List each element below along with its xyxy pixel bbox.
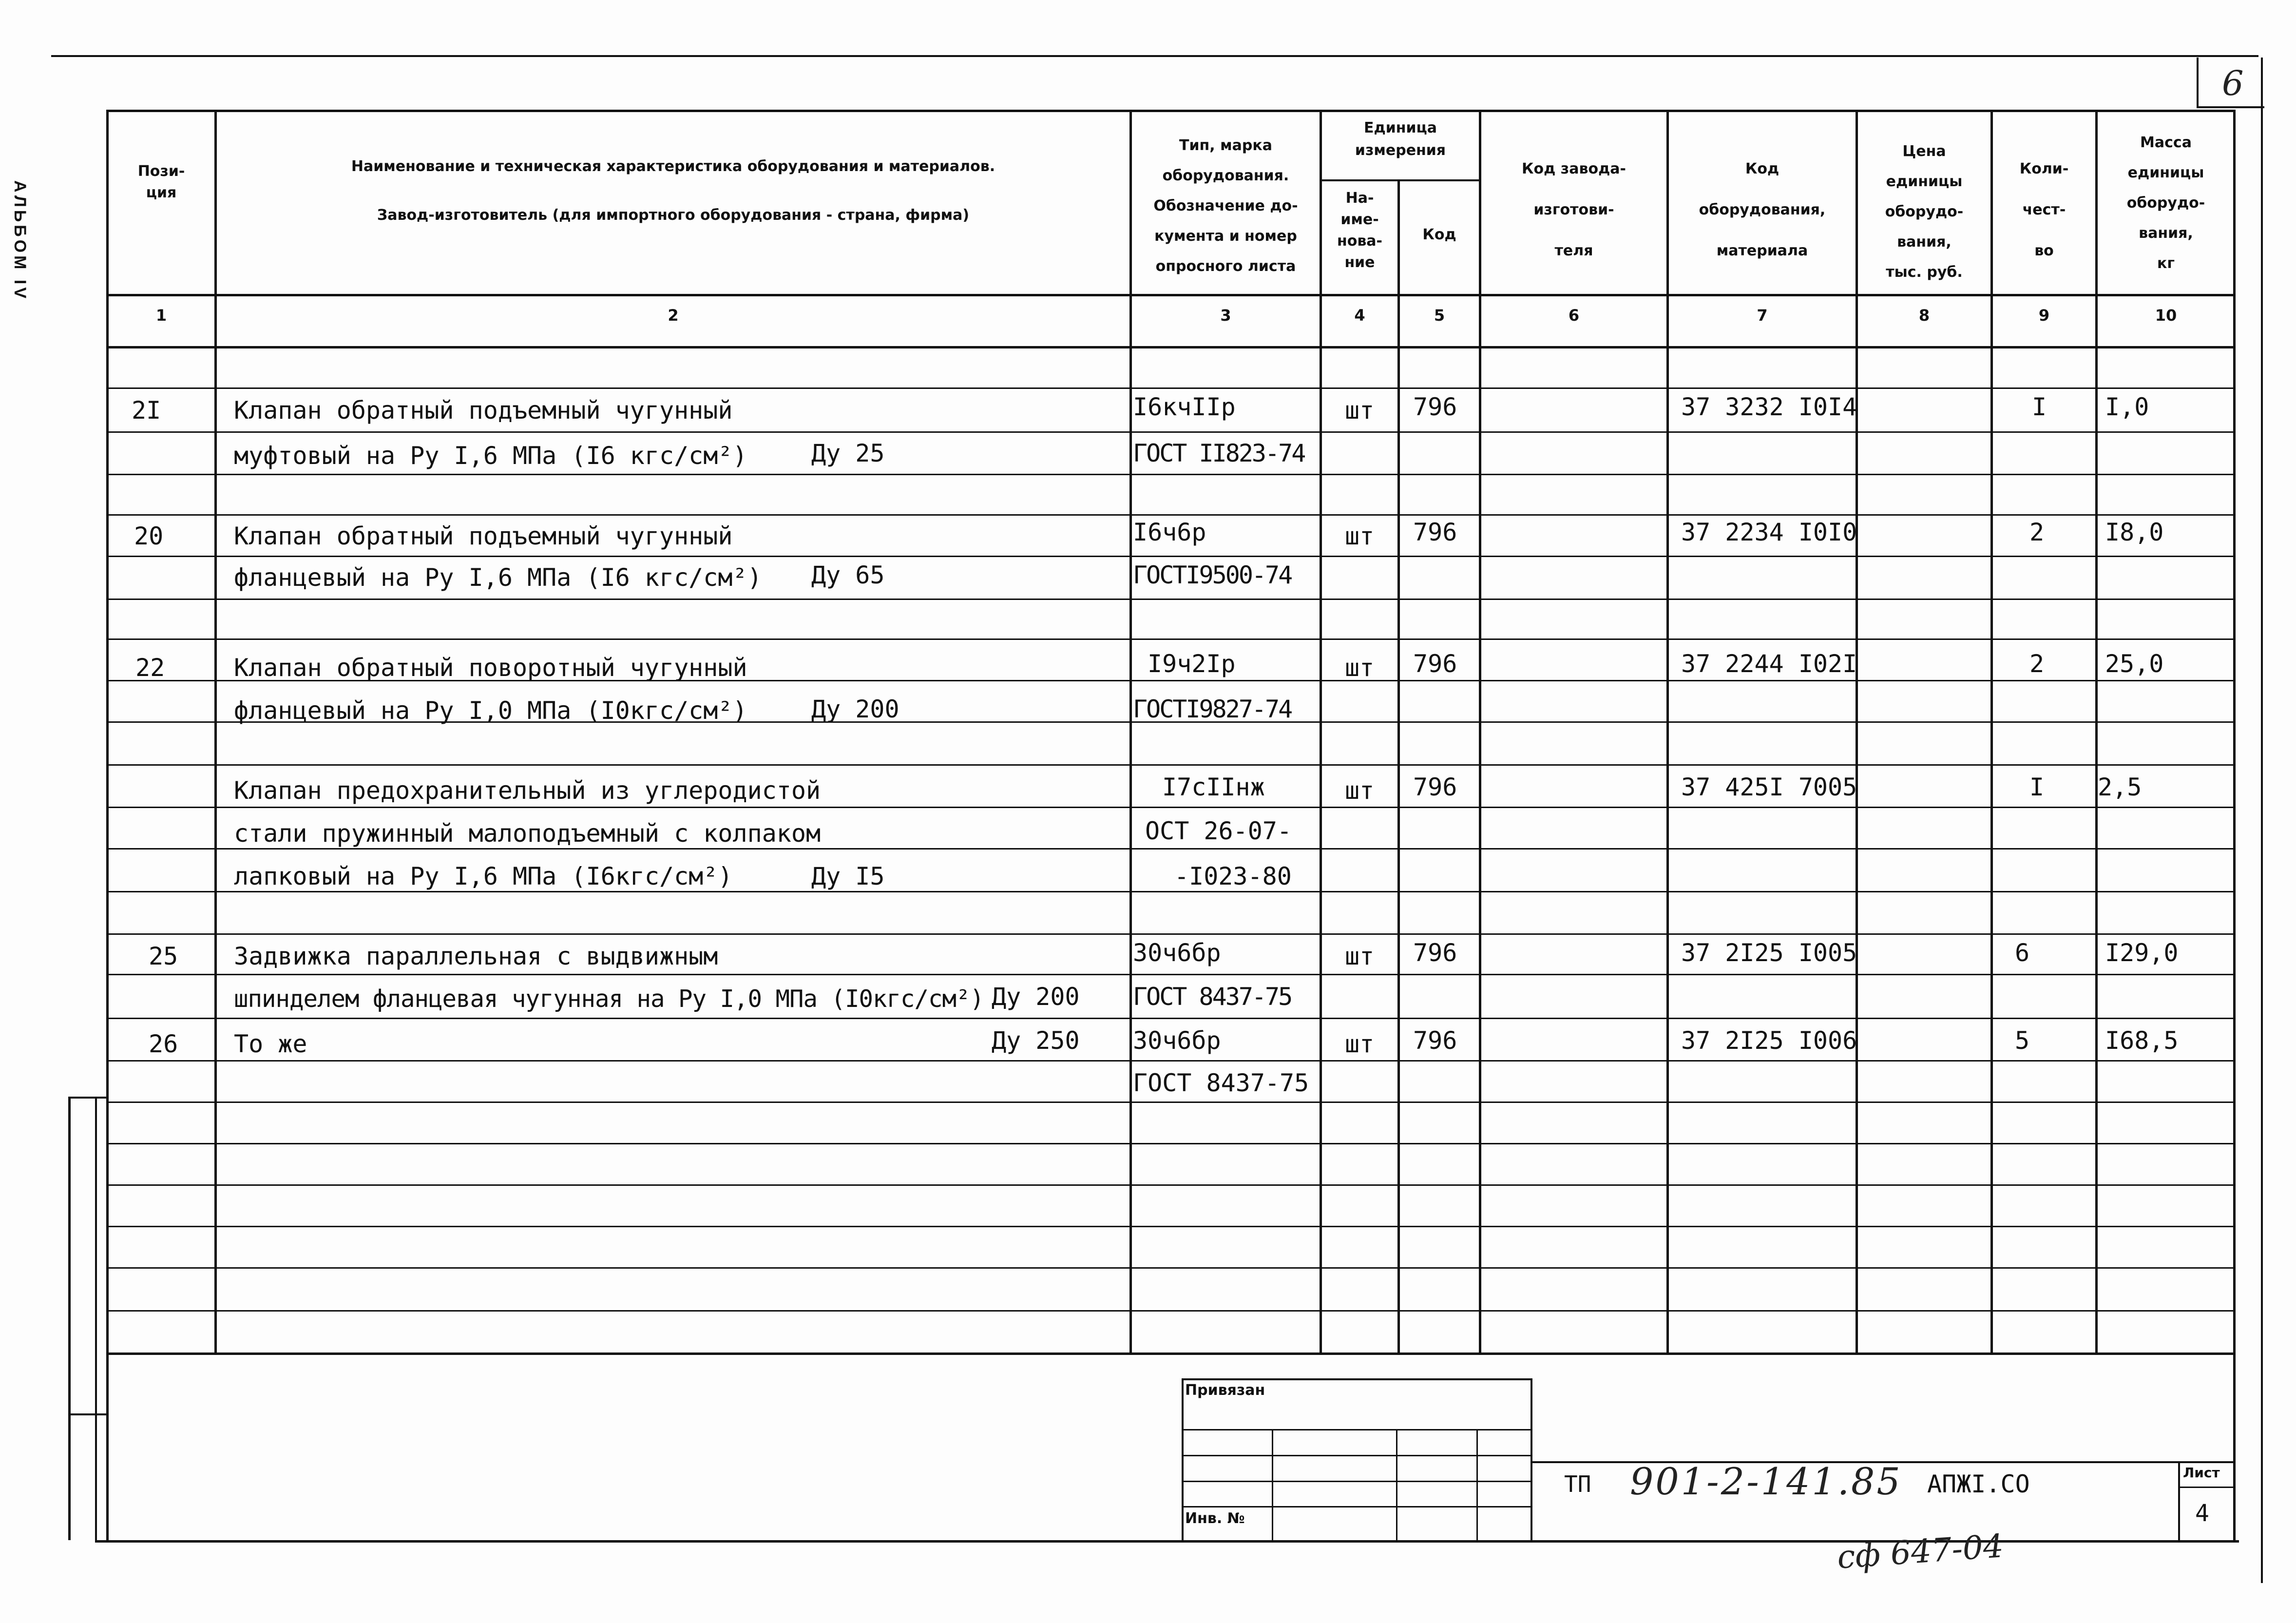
row-equipment-code: 37 2244 I02I — [1681, 650, 1857, 678]
row-du: Ду 200 — [811, 695, 899, 723]
row-type: I6кчIIр — [1133, 393, 1236, 421]
row-name: шпинделем фланцевая чугунная на Ру I,0 МПа (I0кгс/см²) — [234, 985, 984, 1013]
row-mass: 2,5 — [2098, 773, 2142, 801]
header-quantity: Коли- чест- во — [2019, 160, 2069, 259]
row-equipment-code: 37 2I25 I006 — [1681, 1026, 1857, 1055]
header-equipment-code: Код оборудования, материала — [1699, 160, 1826, 259]
row-name: Клапан предохранительный из углеродистой — [234, 776, 821, 805]
row-unit-code: 796 — [1413, 773, 1457, 801]
row-name: фланцевый на Ру I,6 МПа (I6 кгс/см²) — [234, 563, 762, 592]
header-type: Тип, марка оборудования. Обозначение до- кумента и номер опросного листа — [1153, 137, 1298, 275]
row-type: ГОСТ 8437-75 — [1133, 983, 1292, 1011]
stamp-list-label: Лист — [2183, 1465, 2220, 1481]
row-name: муфтовый на Ру I,6 МПа (I6 кгс/см²) — [234, 442, 747, 470]
header-unit-group: Единица измерения — [1355, 119, 1446, 159]
row-mass: 25,0 — [2105, 650, 2164, 678]
col-number: 7 — [1757, 306, 1768, 325]
row-name: фланцевый на Ру I,0 МПа (I0кгс/см²) — [234, 696, 747, 725]
row-unit-code: 796 — [1413, 518, 1457, 546]
row-type: ГОСТI9827-74 — [1133, 695, 1292, 723]
col-number: 3 — [1220, 306, 1231, 325]
table-frame — [106, 110, 2236, 1355]
row-quantity: 2 — [2029, 650, 2045, 678]
row-unit: шт — [1345, 396, 1375, 425]
bottom-note: сф 647-04 — [1836, 1527, 2005, 1576]
stamp-list-number: 4 — [2195, 1500, 2209, 1527]
row-quantity: 2 — [2029, 518, 2045, 546]
row-type: 30ч6бр — [1133, 1026, 1221, 1055]
header-position: Пози- ция — [137, 163, 185, 201]
stamp-doc-code: АПЖI.СО — [1927, 1470, 2030, 1498]
col-number: 1 — [155, 306, 167, 325]
row-name: Клапан обратный подъемный чугунный — [234, 522, 733, 550]
top-rule — [51, 55, 2258, 57]
row-name: Клапан обратный поворотный чугунный — [234, 654, 747, 682]
row-type: ГОСТI9500-74 — [1133, 561, 1292, 589]
row-quantity: I — [2032, 393, 2047, 421]
header-name-line1: Наименование и техническая характеристика оборудования и материалов. — [351, 158, 995, 175]
col-number: 4 — [1354, 306, 1365, 325]
header-unit-name: На- име- нова- ние — [1337, 190, 1383, 271]
row-quantity: 6 — [2015, 939, 2030, 967]
row-name: То же — [234, 1030, 307, 1058]
row-du: Ду 25 — [811, 439, 885, 467]
header-mass: Масса единицы оборудо- вания, кг — [2126, 134, 2205, 272]
row-position: 25 — [149, 942, 178, 970]
row-equipment-code: 37 2234 I0I0 — [1681, 518, 1857, 546]
row-du: Ду 250 — [992, 1026, 1080, 1055]
row-unit: шт — [1345, 942, 1375, 970]
row-unit: шт — [1345, 522, 1375, 550]
col-number: 2 — [668, 306, 679, 325]
header-price: Цена единицы оборудо- вания, тыс. руб. — [1885, 143, 1964, 281]
row-name: Клапан обратный подъемный чугунный — [234, 396, 733, 425]
row-unit: шт — [1345, 1030, 1375, 1058]
row-unit-code: 796 — [1413, 393, 1457, 421]
corner-page-number: 6 — [2222, 63, 2244, 103]
col-number: 9 — [2038, 306, 2050, 325]
row-equipment-code: 37 425I 7005 — [1681, 773, 1857, 801]
row-unit-code: 796 — [1413, 650, 1457, 678]
row-position: 2I — [132, 396, 161, 425]
row-quantity: I — [2029, 773, 2045, 801]
row-type: -I023-80 — [1174, 862, 1292, 890]
row-type: 30ч6бр — [1133, 939, 1221, 967]
stamp-inv: Инв. № — [1185, 1510, 1245, 1527]
row-unit-code: 796 — [1413, 1026, 1457, 1055]
row-name: лапковый на Ру I,6 МПа (I6кгс/см²) — [234, 862, 733, 890]
row-type: I9ч2Iр — [1148, 650, 1236, 678]
row-unit: шт — [1345, 776, 1375, 805]
col-number: 5 — [1434, 306, 1445, 325]
row-type: ГОСТ II823-74 — [1133, 439, 1305, 467]
row-quantity: 5 — [2015, 1026, 2030, 1055]
row-type: ГОСТ 8437-75 — [1133, 1069, 1309, 1097]
row-mass: I68,5 — [2105, 1026, 2179, 1055]
stamp-tp: ТП — [1564, 1471, 1591, 1497]
row-name: стали пружинный малоподъемный с колпаком — [234, 819, 821, 848]
row-unit-code: 796 — [1413, 939, 1457, 967]
row-mass: I8,0 — [2105, 518, 2164, 546]
row-equipment-code: 37 3232 I0I4 — [1681, 393, 1857, 421]
row-mass: I,0 — [2105, 393, 2149, 421]
stamp-privyazan: Привязан — [1185, 1382, 1265, 1399]
row-position: 22 — [135, 654, 165, 682]
header-name-line2: Завод-изготовитель (для импортного оборудования - страна, фирма) — [377, 207, 970, 224]
row-name: Задвижка параллельная с выдвижным — [234, 942, 718, 970]
row-type: I6ч6р — [1133, 518, 1206, 546]
row-equipment-code: 37 2I25 I005 — [1681, 939, 1857, 967]
row-du: Ду 65 — [811, 561, 885, 589]
row-position: 26 — [149, 1030, 178, 1058]
row-unit: шт — [1345, 654, 1375, 682]
row-du: Ду 200 — [992, 983, 1080, 1011]
row-du: Ду I5 — [811, 862, 885, 890]
row-type: ОСТ 26-07- — [1145, 817, 1292, 845]
row-position: 20 — [134, 522, 164, 550]
header-unit-code: Код — [1422, 226, 1456, 243]
row-mass: I29,0 — [2105, 939, 2179, 967]
col-number: 10 — [2155, 306, 2177, 325]
stamp-doc-number: 901-2-141.85 — [1630, 1460, 1902, 1503]
col-number: 8 — [1918, 306, 1930, 325]
header-plant-code: Код завода- изготови- теля — [1522, 160, 1626, 259]
col-number: 6 — [1568, 306, 1580, 325]
side-stamp: АЛЬБОМ IV — [11, 180, 29, 302]
row-type: I7сIIнж — [1162, 773, 1265, 801]
